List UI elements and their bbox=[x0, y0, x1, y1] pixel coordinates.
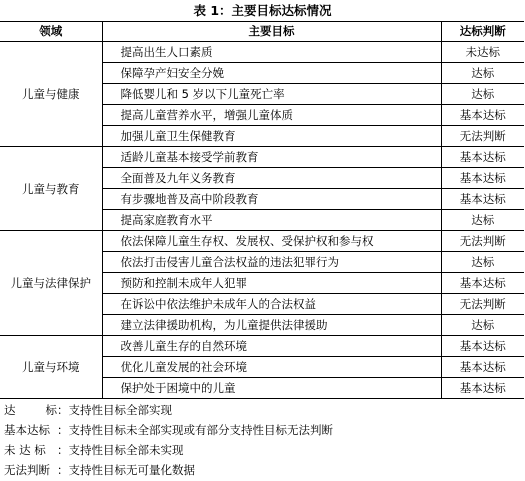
legend-description: ：支持性目标全部未实现 bbox=[57, 443, 184, 457]
header-goal: 主要目标 bbox=[102, 22, 441, 42]
goal-cell: 有步骤地普及高中阶段教育 bbox=[102, 189, 441, 210]
goal-cell: 保护处于困境中的儿童 bbox=[102, 378, 441, 399]
goals-table bbox=[0, 21, 524, 399]
legend bbox=[4, 400, 333, 480]
legend-line bbox=[4, 420, 333, 440]
goal-cell: 依法打击侵害儿童合法权益的违法犯罪行为 bbox=[102, 252, 441, 273]
goal-cell: 优化儿童发展的社会环境 bbox=[102, 357, 441, 378]
judge-cell: 无法判断 bbox=[441, 126, 524, 147]
judge-cell: 基本达标 bbox=[441, 189, 524, 210]
judge-cell: 基本达标 bbox=[441, 105, 524, 126]
legend-term: 无法判断 bbox=[4, 463, 50, 477]
goal-cell: 降低婴儿和 5 岁以下儿童死亡率 bbox=[102, 84, 441, 105]
goal-cell: 提高家庭教育水平 bbox=[102, 210, 441, 231]
goal-cell: 全面普及九年义务教育 bbox=[102, 168, 441, 189]
goal-cell: 适龄儿童基本接受学前教育 bbox=[102, 147, 441, 168]
judge-cell: 基本达标 bbox=[441, 147, 524, 168]
legend-term: 未 达 标 bbox=[4, 443, 46, 457]
table-row bbox=[0, 147, 524, 168]
judge-cell: 基本达标 bbox=[441, 273, 524, 294]
legend-line bbox=[4, 460, 333, 480]
goal-cell: 预防和控制未成年人犯罪 bbox=[102, 273, 441, 294]
domain-cell: 儿童与健康 bbox=[0, 42, 102, 147]
goal-cell: 改善儿童生存的自然环境 bbox=[102, 336, 441, 357]
goal-cell: 提高出生人口素质 bbox=[102, 42, 441, 63]
legend-term: 达 标 bbox=[4, 403, 57, 417]
judge-cell: 达标 bbox=[441, 252, 524, 273]
judge-cell: 达标 bbox=[441, 315, 524, 336]
table-body bbox=[0, 42, 524, 399]
judge-cell: 达标 bbox=[441, 63, 524, 84]
header-row bbox=[0, 22, 524, 42]
legend-description: ：支持性目标全部实现 bbox=[57, 403, 172, 417]
goal-cell: 建立法律援助机构，为儿童提供法律援助 bbox=[102, 315, 441, 336]
judge-cell: 未达标 bbox=[441, 42, 524, 63]
domain-cell: 儿童与教育 bbox=[0, 147, 102, 231]
table-row bbox=[0, 231, 524, 252]
table-title: 表 1：主要目标达标情况 bbox=[193, 3, 332, 18]
legend-term: 基本达标 bbox=[4, 423, 50, 437]
judge-cell: 基本达标 bbox=[441, 336, 524, 357]
domain-cell: 儿童与环境 bbox=[0, 336, 102, 399]
legend-description: ：支持性目标无可量化数据 bbox=[57, 463, 195, 477]
goal-cell: 加强儿童卫生保健教育 bbox=[102, 126, 441, 147]
header-judge: 达标判断 bbox=[441, 22, 524, 42]
legend-line bbox=[4, 440, 333, 460]
judge-cell: 达标 bbox=[441, 84, 524, 105]
goal-cell: 在诉讼中依法维护未成年人的合法权益 bbox=[102, 294, 441, 315]
judge-cell: 无法判断 bbox=[441, 294, 524, 315]
judge-cell: 基本达标 bbox=[441, 378, 524, 399]
judge-cell: 无法判断 bbox=[441, 231, 524, 252]
legend-line bbox=[4, 400, 333, 420]
judge-cell: 基本达标 bbox=[441, 357, 524, 378]
header-domain: 领域 bbox=[0, 22, 102, 42]
judge-cell: 达标 bbox=[441, 210, 524, 231]
judge-cell: 基本达标 bbox=[441, 168, 524, 189]
legend-description: ：支持性目标未全部实现或有部分支持性目标无法判断 bbox=[57, 423, 333, 437]
goal-cell: 依法保障儿童生存权、发展权、受保护权和参与权 bbox=[102, 231, 441, 252]
goal-cell: 保障孕产妇安全分娩 bbox=[102, 63, 441, 84]
table-row bbox=[0, 336, 524, 357]
domain-cell: 儿童与法律保护 bbox=[0, 231, 102, 336]
goal-cell: 提高儿童营养水平，增强儿童体质 bbox=[102, 105, 441, 126]
table-row bbox=[0, 42, 524, 63]
